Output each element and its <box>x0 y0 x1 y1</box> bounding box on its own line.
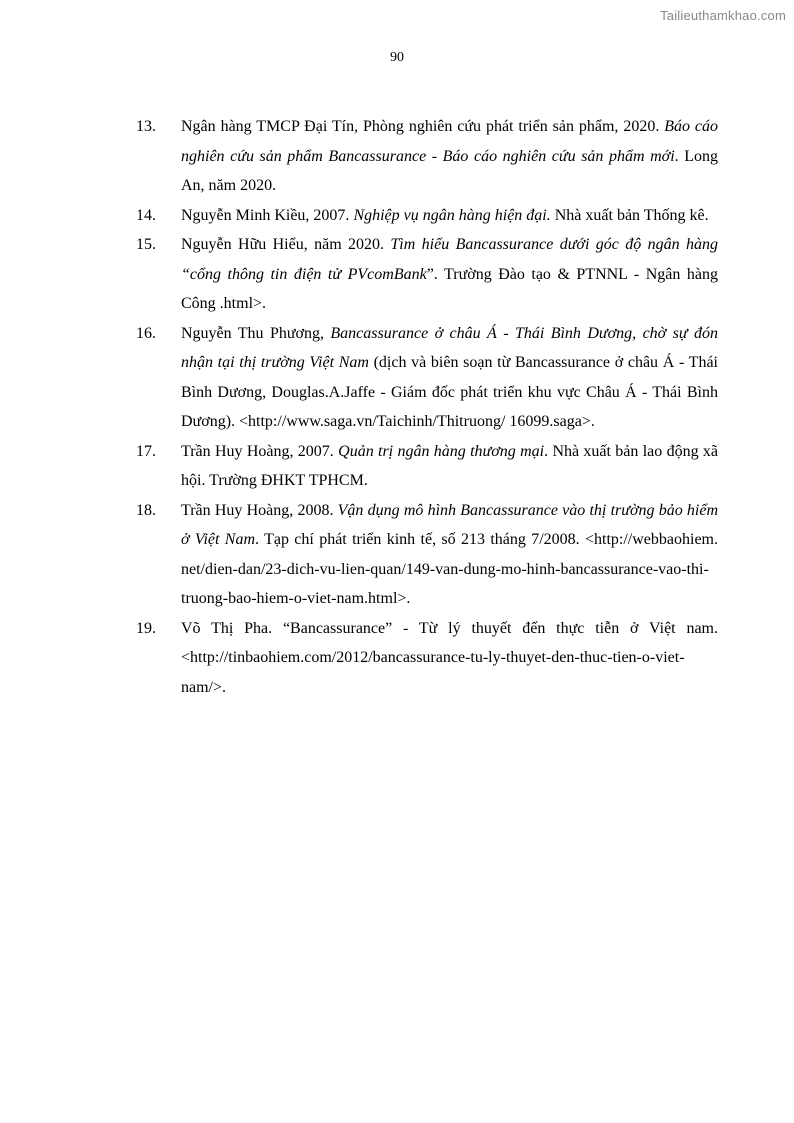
reference-item <box>136 437 718 496</box>
reference-title: Bancassurance ở châu Á - Thái Bình Dương, chờ sự đón nhận tại thị trường Việt Nam <box>181 324 718 371</box>
reference-part: Võ Thị Pha. “Bancassurance” - Từ lý thuyết đến thực tiễn ở Việt nam. <http://tinbaohiem.com/2012/bancassurance-tu-ly-thuyet-den-thuc-tien-o-viet-nam/>. <box>181 619 718 696</box>
reference-text <box>181 201 718 231</box>
reference-list <box>136 112 718 702</box>
reference-text <box>181 437 718 496</box>
reference-number: 17. <box>136 442 156 460</box>
reference-title: Báo cáo nghiên cứu sản phẩm Bancassurance - Báo cáo nghiên cứu sản phẩm mới <box>181 118 718 165</box>
reference-item <box>136 112 718 201</box>
reference-item <box>136 230 718 319</box>
reference-title: Quản trị ngân hàng thương mại <box>338 442 545 460</box>
reference-title: Tìm hiểu Bancassurance dưới góc độ ngân hàng “cổng thông tin điện tử PVcomBank <box>181 236 719 283</box>
reference-part: (dịch và biên soạn từ Bancassurance ở châu Á - Thái Bình Dương, Douglas.A.Jaffe - Giám đốc phát triển khu vực Châu Á - Thái Bình Dương). <http://www.saga.vn/Taichinh/Thitruong/ 16099.saga>. <box>181 354 718 430</box>
reference-text <box>181 496 718 614</box>
reference-part: . Nhà xuất bản lao động xã hội. Trường ĐHKT TPHCM. <box>181 442 718 489</box>
reference-text <box>181 230 718 319</box>
reference-part: . Tạp chí phát triển kinh tế, số 213 tháng 7/2008. <http://webbaohiem. net/dien-dan/23-dich-vu-lien-quan/149-van-dung-mo-hinh-bancassurance-vao-thi-truong-bao-hiem-o-viet-nam.html>. <box>181 531 718 607</box>
page-number: 90 <box>390 50 404 65</box>
reference-number: 16. <box>136 324 156 342</box>
reference-part: Trần Huy Hoàng, 2008. <box>181 501 338 519</box>
reference-part: Nguyễn Minh Kiều, 2007. <box>181 206 354 224</box>
reference-number: 14. <box>136 206 156 224</box>
watermark: Tailieuthamkhao.com <box>660 8 786 23</box>
reference-item <box>136 614 718 703</box>
reference-part: Nhà xuất bản Thống kê. <box>550 206 709 224</box>
reference-item <box>136 201 718 231</box>
reference-number: 13. <box>136 118 156 135</box>
reference-part: Ngân hàng TMCP Đại Tín, Phòng nghiên cứu phát triển sản phẩm, 2020. <box>181 118 665 135</box>
reference-number: 15. <box>136 236 156 253</box>
reference-text <box>181 112 718 201</box>
reference-part: . Long An, năm 2020. <box>181 147 718 194</box>
reference-item <box>136 496 718 614</box>
reference-part: Nguyễn Hữu Hiểu, năm 2020. <box>181 236 391 253</box>
reference-text <box>181 614 718 703</box>
reference-part: ”. Trường Đào tạo & PTNNL - Ngân hàng Công .html>. <box>181 265 718 312</box>
reference-number: 18. <box>136 501 156 519</box>
reference-title: Vận dụng mô hình Bancassurance vào thị trường bảo hiểm ở Việt Nam <box>181 501 719 548</box>
reference-part: Nguyễn Thu Phương, <box>181 324 331 342</box>
reference-text <box>181 319 718 437</box>
reference-title: Nghiệp vụ ngân hàng hiện đại. <box>353 206 551 224</box>
reference-number: 19. <box>136 619 156 637</box>
reference-item <box>136 319 718 437</box>
reference-part: Trần Huy Hoàng, 2007. <box>181 442 339 460</box>
